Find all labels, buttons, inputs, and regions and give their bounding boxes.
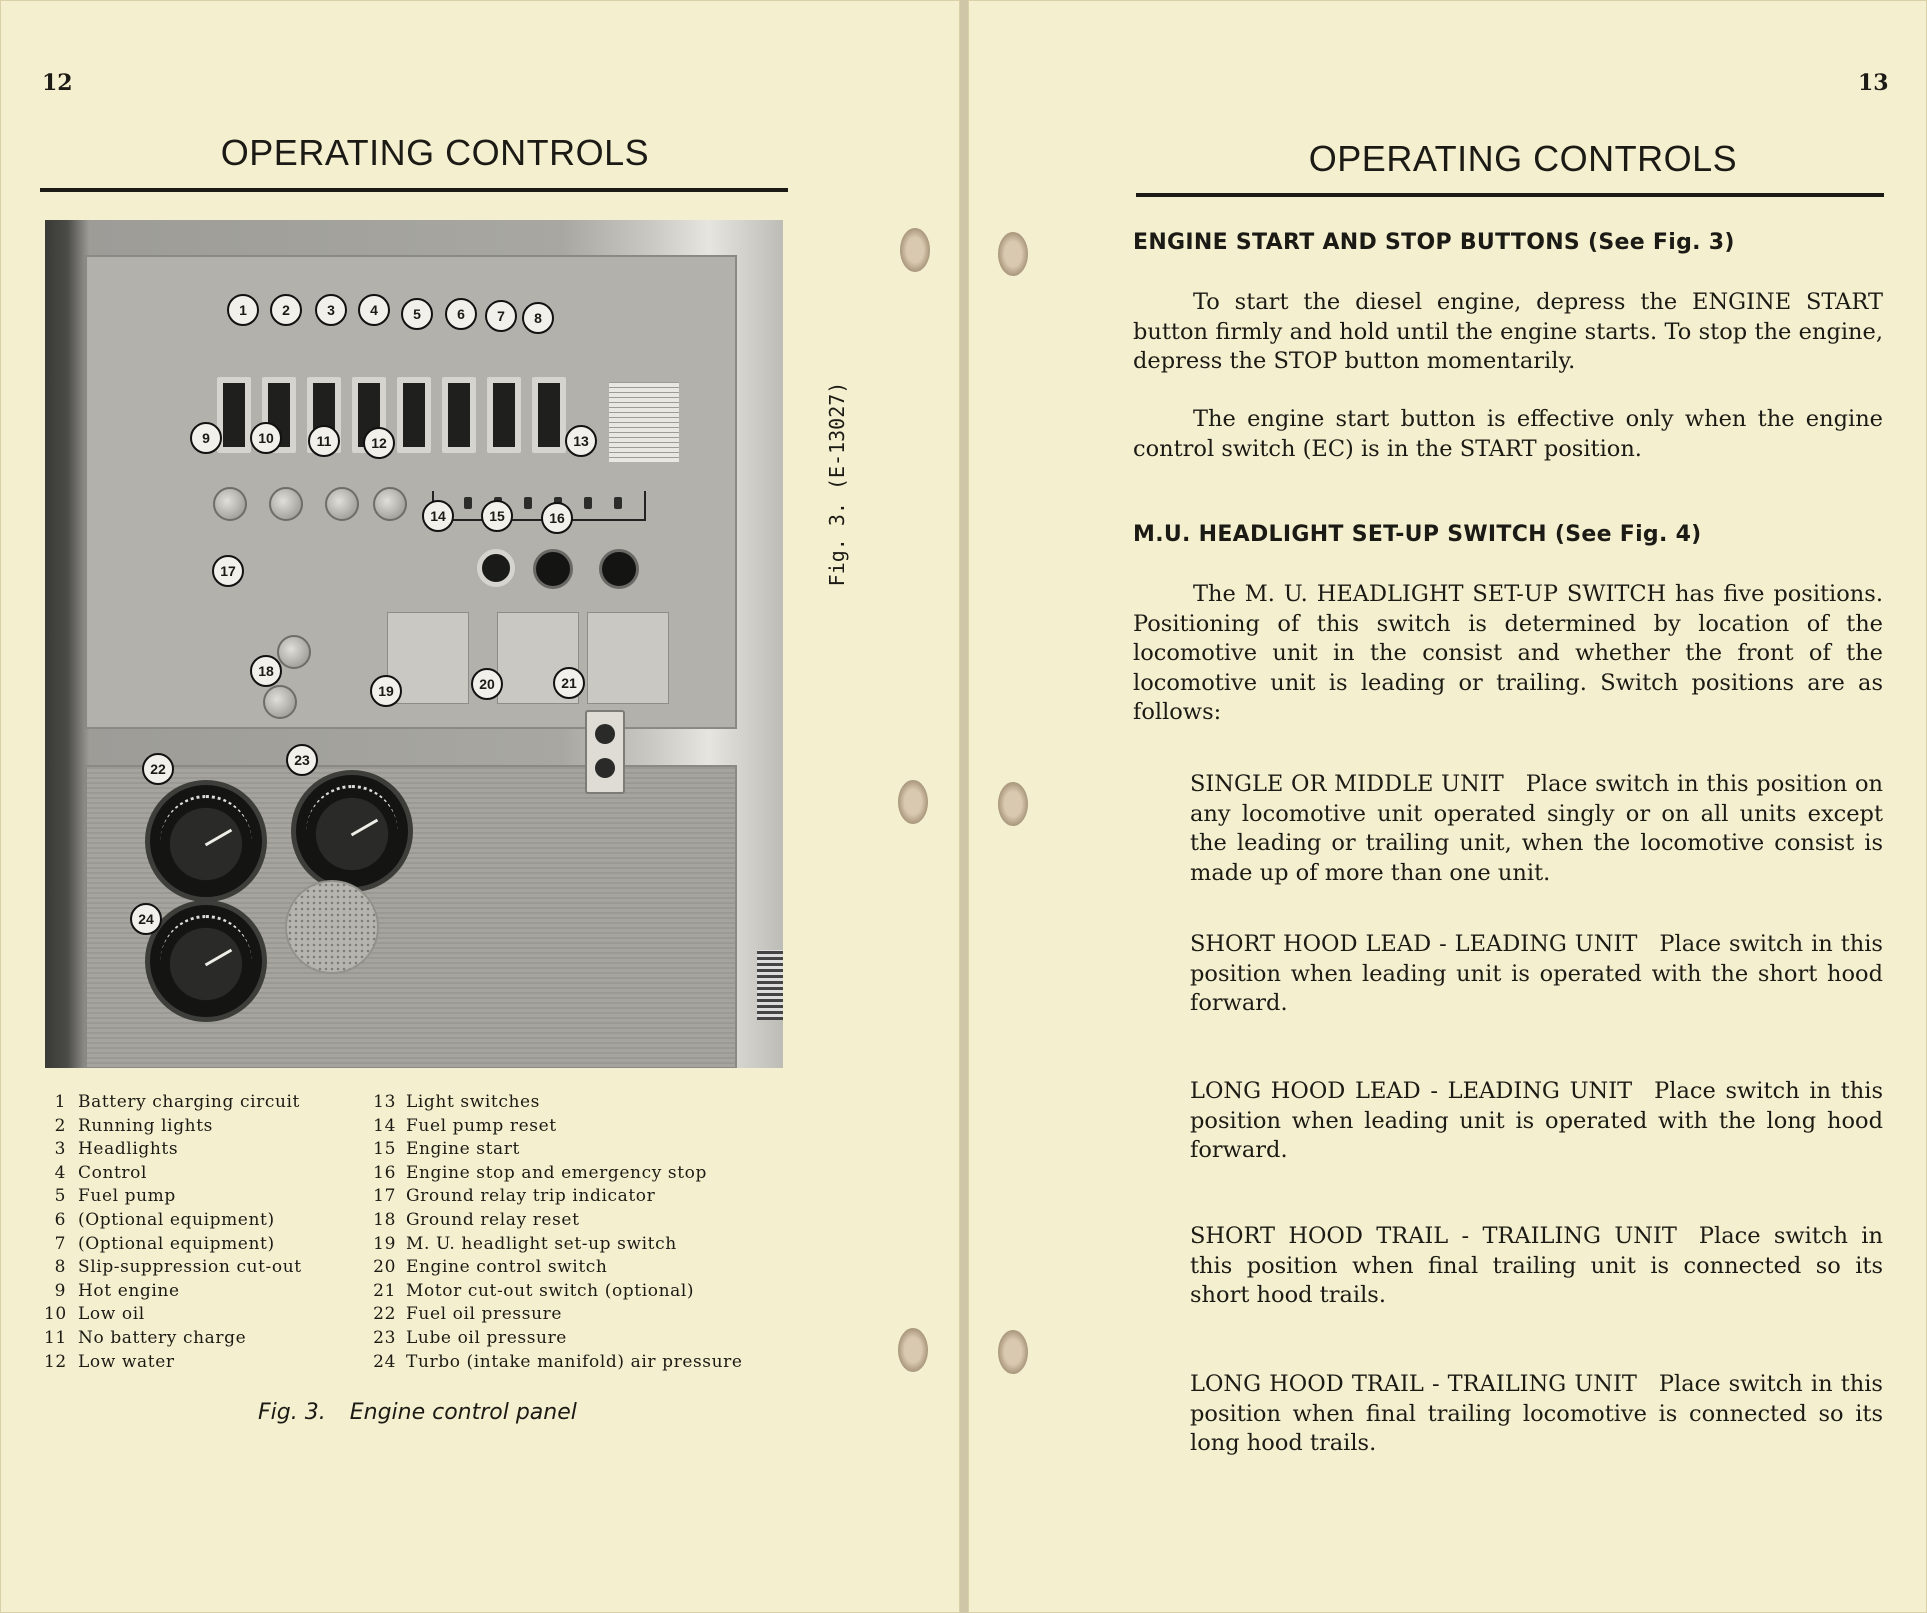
paragraph-engine-start-stop: To start the diesel engine, depress the ENGINE START button firmly and hold until the engine starts. To stop the engine, depress the STOP button momentarily. <box>1133 289 1883 374</box>
legend-item: 23 Lube oil pressure <box>373 1327 567 1348</box>
callout-9: 9 <box>190 422 222 454</box>
callout-15: 15 <box>481 500 513 532</box>
breaker-6 <box>442 377 476 453</box>
motor-cutout-switch-plate <box>587 612 669 704</box>
ground-relay-reset <box>263 685 297 719</box>
binder-hole <box>998 782 1028 826</box>
fuel-oil-pressure-gauge <box>145 780 267 902</box>
page-title-left: OPERATING CONTROLS <box>220 132 650 173</box>
section-heading-mu-headlight: M.U. HEADLIGHT SET-UP SWITCH (See Fig. 4) <box>1133 522 1702 547</box>
lube-oil-pressure-gauge <box>291 770 413 892</box>
legend-right-column <box>370 1092 743 1375</box>
breaker-5 <box>397 377 431 453</box>
paragraph-engine-start-effective: The engine start button is effective only when the engine control switch (EC) is in the START position. <box>1133 406 1883 462</box>
callout-12: 12 <box>363 427 395 459</box>
callout-5: 5 <box>401 298 433 330</box>
position-short-hood-lead: SHORT HOOD LEAD - LEADING UNIT Place switch in this position when leading unit is operated with the short hood forward. <box>1190 931 1883 1016</box>
indicator-hot-engine <box>213 487 247 521</box>
title-rule-left <box>40 188 788 192</box>
callout-1: 1 <box>227 294 259 326</box>
callout-2: 2 <box>270 294 302 326</box>
legend-item: 15 Engine start <box>373 1139 520 1160</box>
indicator-low-oil <box>269 487 303 521</box>
legend-item: 19 M. U. headlight set-up switch <box>373 1233 677 1254</box>
legend-item: 17 Ground relay trip indicator <box>373 1186 656 1207</box>
receptacle <box>585 710 625 794</box>
legend-item: 2 Running lights <box>54 1115 213 1136</box>
legend-item: 12 Low water <box>44 1351 175 1372</box>
page-number-left: 12 <box>42 70 73 96</box>
callout-23: 23 <box>286 744 318 776</box>
figure-caption <box>258 1400 577 1425</box>
legend-item: 1 Battery charging circuit <box>54 1092 300 1112</box>
legend-item: 11 No battery charge <box>44 1327 247 1348</box>
binder-hole <box>998 232 1028 276</box>
engine-stop-button <box>599 549 639 589</box>
position-short-hood-trail: SHORT HOOD TRAIL - TRAILING UNIT Place switch in this position when final trailing unit is connected so its short hood trails. <box>1190 1223 1883 1308</box>
light-switches <box>432 491 646 521</box>
callout-24: 24 <box>130 903 162 935</box>
callout-3: 3 <box>315 294 347 326</box>
legend-item: 4 Control <box>54 1162 148 1183</box>
page-title-right: OPERATING CONTROLS <box>1308 138 1738 179</box>
legend-item: 22 Fuel oil pressure <box>373 1304 563 1325</box>
legend-item: 9 Hot engine <box>54 1280 180 1301</box>
section-heading-engine-start-stop: ENGINE START AND STOP BUTTONS (See Fig. 3) <box>1133 230 1735 255</box>
binder-hole <box>898 1328 928 1372</box>
legend-item: 18 Ground relay reset <box>373 1209 580 1230</box>
callout-10: 10 <box>250 422 282 454</box>
callout-19: 19 <box>370 675 402 707</box>
legend-item: 10 Low oil <box>44 1304 145 1325</box>
binder-hole <box>900 228 930 272</box>
legend-item: 13 Light switches <box>373 1092 540 1112</box>
callout-8: 8 <box>522 302 554 334</box>
ground-relay-trip-indicator <box>277 635 311 669</box>
legend-item: 8 Slip-suppression cut-out <box>54 1257 302 1278</box>
callout-21: 21 <box>553 667 585 699</box>
legend-item: 21 Motor cut-out switch (optional) <box>373 1280 695 1301</box>
breaker-7 <box>487 377 521 453</box>
callout-18: 18 <box>250 655 282 687</box>
engine-control-panel-photo <box>45 220 783 1068</box>
side-vent <box>757 950 783 1020</box>
callout-22: 22 <box>142 753 174 785</box>
breaker-8 <box>532 377 566 453</box>
callout-16: 16 <box>541 502 573 534</box>
callout-20: 20 <box>471 668 503 700</box>
legend-item: 5 Fuel pump <box>54 1186 176 1207</box>
legend-item: 7 (Optional equipment) <box>54 1233 275 1254</box>
callout-4: 4 <box>358 294 390 326</box>
speaker-grille <box>285 880 379 974</box>
callout-14: 14 <box>422 500 454 532</box>
figure-side-label: Fig. 3. (E-13027) <box>825 381 849 587</box>
caption-figure-number: Fig. 3. <box>258 1400 326 1425</box>
legend-left-column <box>44 1092 302 1375</box>
left-page <box>0 0 960 1613</box>
legend-item: 6 (Optional equipment) <box>54 1209 275 1230</box>
binder-hole <box>898 780 928 824</box>
fuel-pump-reset-button <box>477 549 515 587</box>
legend-item: 14 Fuel pump reset <box>373 1115 557 1136</box>
engine-start-button <box>533 549 573 589</box>
page-number-right: 13 <box>1858 70 1889 96</box>
breaker-1 <box>217 377 251 453</box>
indicator-low-water <box>373 487 407 521</box>
legend-item: 16 Engine stop and emergency stop <box>373 1162 707 1183</box>
legend-item: 3 Headlights <box>54 1139 179 1160</box>
callout-6: 6 <box>445 298 477 330</box>
position-long-hood-lead: LONG HOOD LEAD - LEADING UNIT Place switch in this position when leading unit is operated with the long hood forward. <box>1190 1078 1883 1163</box>
legend-item: 20 Engine control switch <box>373 1257 608 1278</box>
paragraph-mu-headlight: The M. U. HEADLIGHT SET-UP SWITCH has five positions. Positioning of this switch is determined by location of the locomotive unit in the consist and whether the front of the locomotive unit is leading or trailing. Switch positions are as follows: <box>1133 581 1883 725</box>
instruction-plate <box>609 382 679 462</box>
caption-text: Engine control panel <box>349 1400 577 1425</box>
binder-hole <box>998 1330 1028 1374</box>
callout-17: 17 <box>212 555 244 587</box>
position-long-hood-trail: LONG HOOD TRAIL - TRAILING UNIT Place switch in this position when final trailing locomotive is connected so its long hood trails. <box>1190 1371 1883 1456</box>
indicator-no-battery-charge <box>325 487 359 521</box>
position-single-or-middle-unit: SINGLE OR MIDDLE UNIT Place switch in this position on any locomotive unit operated singly or on all units except the leading or trailing unit, when the locomotive consist is made up of more than one unit. <box>1190 771 1883 886</box>
callout-7: 7 <box>485 300 517 332</box>
callout-13: 13 <box>565 425 597 457</box>
title-rule-right <box>1136 193 1884 197</box>
callout-11: 11 <box>308 425 340 457</box>
legend-item: 24 Turbo (intake manifold) air pressure <box>373 1351 743 1372</box>
turbo-air-pressure-gauge <box>145 900 267 1022</box>
